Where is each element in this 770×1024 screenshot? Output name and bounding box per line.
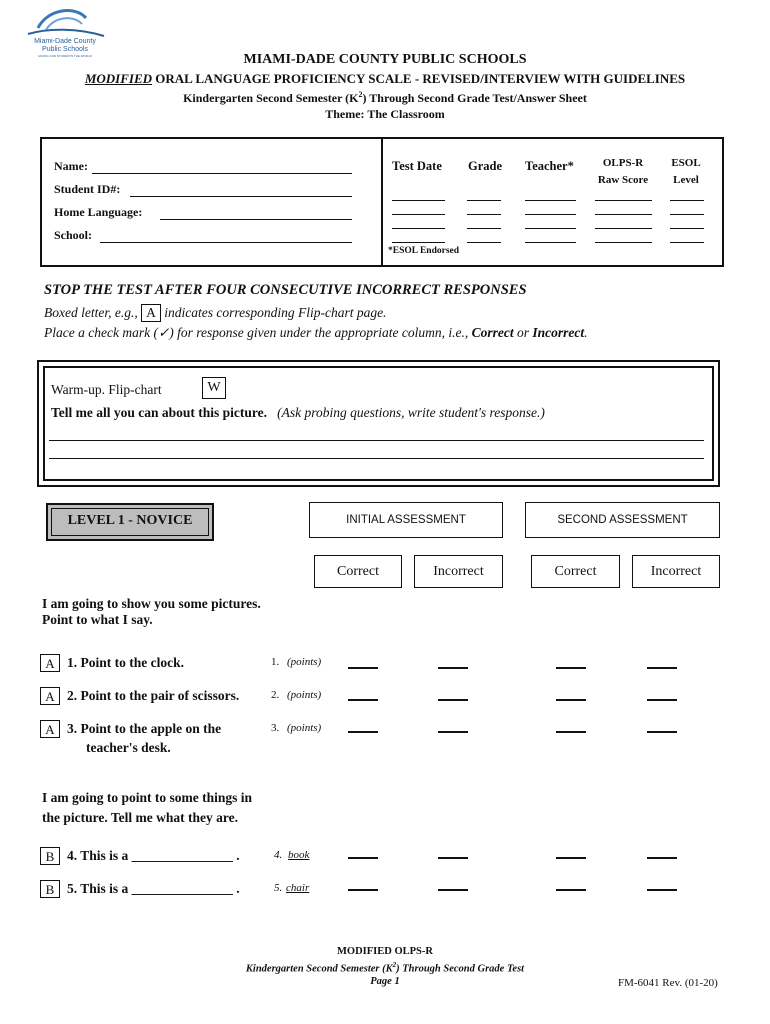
logo-text-2: Public Schools	[42, 46, 88, 53]
item-1-second-correct[interactable]	[556, 667, 586, 669]
teacher-blank[interactable]	[525, 200, 576, 201]
col-teacher: Teacher*	[525, 159, 574, 173]
esol-note: *ESOL Endorsed	[388, 246, 460, 256]
theme-line: Theme: The Classroom	[325, 107, 445, 121]
initial-incorrect-header: Incorrect	[414, 555, 503, 588]
item-2-second-incorrect[interactable]	[647, 699, 677, 701]
flipchart-letter-box: B	[40, 880, 60, 898]
item-4-second-incorrect[interactable]	[647, 857, 677, 859]
item-3-question: 3. Point to the apple on the	[67, 721, 222, 736]
col-esol: ESOL	[671, 157, 701, 169]
check-correct: Correct	[471, 325, 514, 340]
item-2-answer: (points)	[287, 689, 322, 701]
item-2-question: 2. Point to the pair of scissors.	[67, 688, 240, 703]
footer-sub-pre: Kindergarten Second Semester (K	[245, 963, 393, 975]
logo-text-1: Miami-Dade County	[34, 38, 96, 45]
olps-blank[interactable]	[595, 228, 652, 229]
item-3-initial-correct[interactable]	[348, 731, 378, 733]
boxed-example: A	[141, 304, 161, 322]
item-2-num: 2.	[271, 689, 280, 701]
teacher-blank[interactable]	[525, 214, 576, 215]
warmup-prompt: Tell me all you can about this picture.	[51, 405, 268, 420]
item-3-second-incorrect[interactable]	[647, 731, 677, 733]
footer-title: MODIFIED OLPS-R	[337, 946, 433, 957]
footer-subtitle	[0, 961, 770, 975]
check-or: or	[513, 325, 533, 340]
item-1-initial-correct[interactable]	[348, 667, 378, 669]
item-5-question: 5. This is a _______________ .	[67, 881, 240, 896]
grade-post: ) Through Second Grade Test/Answer Sheet	[362, 91, 587, 105]
grade-pre: Kindergarten Second Semester (K	[183, 91, 359, 105]
stop-instruction: STOP THE TEST AFTER FOUR CONSECUTIVE INCORRECT RESPONSES	[44, 282, 527, 298]
grade-blank[interactable]	[467, 214, 501, 215]
modified-label: MODIFIED	[84, 71, 153, 86]
home-language-field[interactable]	[160, 219, 352, 220]
item-3-second-correct[interactable]	[556, 731, 586, 733]
olps-blank[interactable]	[595, 242, 652, 243]
esol-blank[interactable]	[670, 242, 704, 243]
item-2-initial-incorrect[interactable]	[438, 699, 468, 701]
item-3-answer: (points)	[287, 722, 322, 734]
check-incorrect: Incorrect	[532, 325, 585, 340]
form-number: FM-6041 Rev. (01-20)	[618, 977, 718, 989]
item-4-answer: book	[288, 849, 310, 861]
item-4-question: 4. This is a _______________ .	[67, 848, 240, 863]
boxed-pre: Boxed letter, e.g.,	[44, 305, 142, 320]
item-1-second-incorrect[interactable]	[647, 667, 677, 669]
col-test-date: Test Date	[392, 159, 442, 173]
item-2-initial-correct[interactable]	[348, 699, 378, 701]
test-date-blank[interactable]	[392, 214, 445, 215]
boxed-letter-instruction	[44, 304, 386, 322]
student-id-field[interactable]	[130, 196, 352, 197]
grade-line	[0, 90, 770, 106]
footer-sub-post: ) Through Second Grade Test	[396, 963, 525, 975]
teacher-blank[interactable]	[525, 228, 576, 229]
test-date-blank[interactable]	[392, 242, 445, 243]
item-4-initial-incorrect[interactable]	[438, 857, 468, 859]
item-4-num: 4.	[274, 849, 283, 861]
test-date-blank[interactable]	[392, 200, 445, 201]
subtitle-rest: ORAL LANGUAGE PROFICIENCY SCALE - REVISED/INTERVIEW WITH GUIDELINES	[152, 71, 686, 86]
response-line[interactable]	[49, 458, 704, 459]
second-assessment-label: SECOND ASSESSMENT	[557, 514, 688, 526]
initial-assessment-label: INITIAL ASSESSMENT	[346, 514, 466, 526]
test-date-blank[interactable]	[392, 228, 445, 229]
home-language-label: Home Language:	[54, 205, 143, 219]
page-subtitle	[0, 71, 770, 87]
flipchart-letter-box: A	[40, 654, 60, 672]
grade-blank[interactable]	[467, 242, 501, 243]
esol-blank[interactable]	[670, 200, 704, 201]
page-title: MIAMI-DADE COUNTY PUBLIC SCHOOLS	[243, 52, 527, 67]
warmup-prompt-line	[51, 405, 545, 421]
flipchart-letter-box: A	[40, 720, 60, 738]
warmup-note: (Ask probing questions, write student's response.)	[277, 405, 545, 420]
grade-blank[interactable]	[467, 200, 501, 201]
esol-blank[interactable]	[670, 228, 704, 229]
col-olps-2: Raw Score	[597, 174, 649, 186]
divider-vertical	[381, 137, 383, 267]
second-incorrect-header: Incorrect	[632, 555, 720, 588]
school-field[interactable]	[100, 242, 352, 243]
olps-blank[interactable]	[595, 200, 652, 201]
item-5-second-correct[interactable]	[556, 889, 586, 891]
second-correct-header: Correct	[531, 555, 620, 588]
boxed-post: indicates corresponding Flip-chart page.	[160, 305, 387, 320]
item-4-initial-correct[interactable]	[348, 857, 378, 859]
warmup-label: Warm-up. Flip-chart	[51, 382, 162, 397]
response-line[interactable]	[49, 440, 704, 441]
item-5-initial-correct[interactable]	[348, 889, 378, 891]
section1-intro-2: Point to what I say.	[42, 612, 153, 627]
item-5-second-incorrect[interactable]	[647, 889, 677, 891]
section1-intro-1: I am going to show you some pictures.	[42, 596, 261, 611]
item-5-initial-incorrect[interactable]	[438, 889, 468, 891]
item-5-num: 5.	[274, 882, 283, 894]
item-3-initial-incorrect[interactable]	[438, 731, 468, 733]
grade-blank[interactable]	[467, 228, 501, 229]
item-1-question: 1. Point to the clock.	[67, 655, 184, 670]
level-title: LEVEL 1 - NOVICE	[67, 513, 193, 528]
item-2-second-correct[interactable]	[556, 699, 586, 701]
check-period: .	[584, 325, 588, 340]
logo-tagline: GIVING OUR STUDENTS THE WORLD	[38, 54, 92, 58]
flipchart-letter-box: A	[40, 687, 60, 705]
warmup-letter-box: W	[202, 377, 226, 399]
school-label: School:	[54, 228, 93, 242]
footer-page: Page 1	[370, 976, 400, 987]
item-1-num: 1.	[271, 656, 280, 668]
section2-intro-1: I am going to point to some things in	[42, 790, 253, 805]
name-label: Name:	[54, 159, 88, 173]
item-4-second-correct[interactable]	[556, 857, 586, 859]
initial-correct-header: Correct	[314, 555, 402, 588]
esol-blank[interactable]	[670, 214, 704, 215]
flipchart-letter-box: B	[40, 847, 60, 865]
item-5-answer: chair	[286, 882, 310, 894]
section2-intro-2: the picture. Tell me what they are.	[42, 810, 238, 825]
check-instruction	[44, 325, 587, 341]
col-esol-2: Level	[673, 174, 699, 186]
col-grade: Grade	[468, 159, 503, 173]
name-field[interactable]	[92, 173, 352, 174]
student-id-label: Student ID#:	[54, 182, 121, 196]
item-1-initial-incorrect[interactable]	[438, 667, 468, 669]
teacher-blank[interactable]	[525, 242, 576, 243]
grade-sup: 2	[358, 90, 363, 99]
olps-blank[interactable]	[595, 214, 652, 215]
check-pre: Place a check mark (✓) for response given under the appropriate column, i.e.,	[44, 325, 472, 340]
item-3-question-2: teacher's desk.	[86, 740, 171, 755]
col-olps: OLPS-R	[602, 157, 644, 169]
item-3-num: 3.	[271, 722, 280, 734]
item-1-answer: (points)	[287, 656, 322, 668]
footer-sub-sup: 2	[392, 961, 397, 969]
